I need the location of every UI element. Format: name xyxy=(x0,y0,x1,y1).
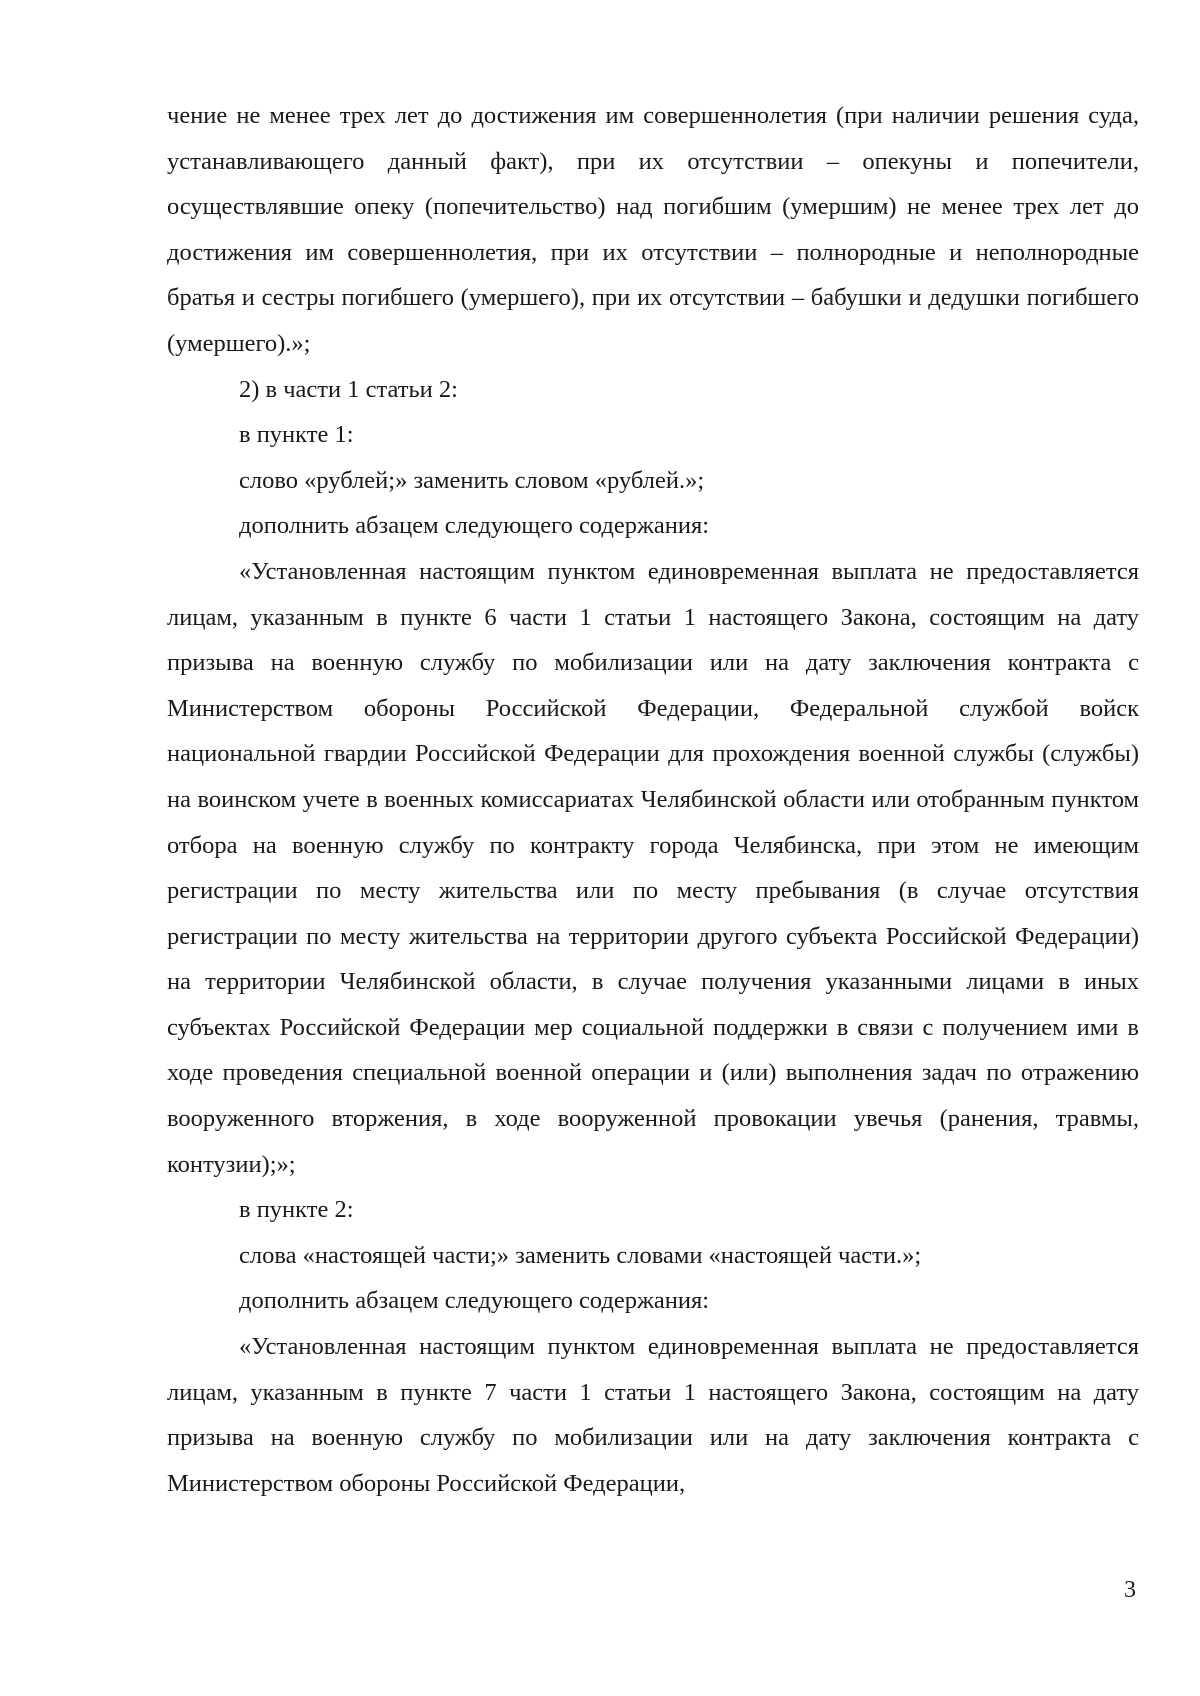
paragraph-subitem-2: в пункте 2: xyxy=(239,1196,354,1224)
document-body xyxy=(167,93,1139,1506)
paragraph-quoted-clause-2: «Установленная настоящим пунктом единовременная выплата не предоставляется лицам, указанным в пункте 7 части 1 статьи 1 настоящего Закона, состоящим на дату призыва на военную службу по мобилизации или на дату заключения контракта с Министерством обороны Российской Федерации, xyxy=(167,1333,1139,1497)
paragraph-item-2: 2) в части 1 статьи 2: xyxy=(239,375,458,403)
page-number: 3 xyxy=(1124,1577,1136,1603)
paragraph-quoted-clause-1: «Установленная настоящим пунктом единовременная выплата не предоставляется лицам, указанным в пункте 6 части 1 статьи 1 настоящего Закона, состоящим на дату призыва на военную службу по мобилизации или на дату заключения контракта с Министерством обороны Российской Федерации, Федеральной службой войск национальной гвардии Российской Федерации для прохождения военной службы (службы) на воинском учете в военных комиссариатах Челябинской области или отобранным пунктом отбора на военную службу по контракту города Челябинска, при этом не имеющим регистрации по месту жительства или по месту пребывания (в случае отсутствия регистрации по месту жительства на территории другого субъекта Российской Федерации) на территории Челябинской области, в случае получения указанными лицами в иных субъектах Российской Федерации мер социальной поддержки в связи с получением ими в ходе проведения специальной военной операции и (или) выполнения задач по отражению вооруженного вторжения, в ходе вооруженной провокации увечья (ранения, травмы, контузии);»; xyxy=(167,557,1139,1178)
paragraph-add-clause-2: дополнить абзацем следующего содержания: xyxy=(239,1287,710,1315)
paragraph-add-clause: дополнить абзацем следующего содержания: xyxy=(239,512,710,540)
paragraph-continuation: чение не менее трех лет до достижения им совершеннолетия (при наличии решения суда, устанавливающего данный факт), при их отсутствии – опекуны и попечители, осуществлявшие опеку (попечительство) над погибшим (умершим) не менее трех лет до достижения им совершеннолетия, при их отсутствии – полнородные и неполнородные братья и сестры погибшего (умершего), при их отсутствии – бабушки и дедушки погибшего (умершего).»; xyxy=(167,102,1139,357)
paragraph-replace-words: слова «настоящей части;» заменить словами «настоящей части.»; xyxy=(239,1241,922,1269)
paragraph-replace-word: слово «рублей;» заменить словом «рублей.»; xyxy=(239,466,705,494)
paragraph-subitem-1: в пункте 1: xyxy=(239,421,354,449)
